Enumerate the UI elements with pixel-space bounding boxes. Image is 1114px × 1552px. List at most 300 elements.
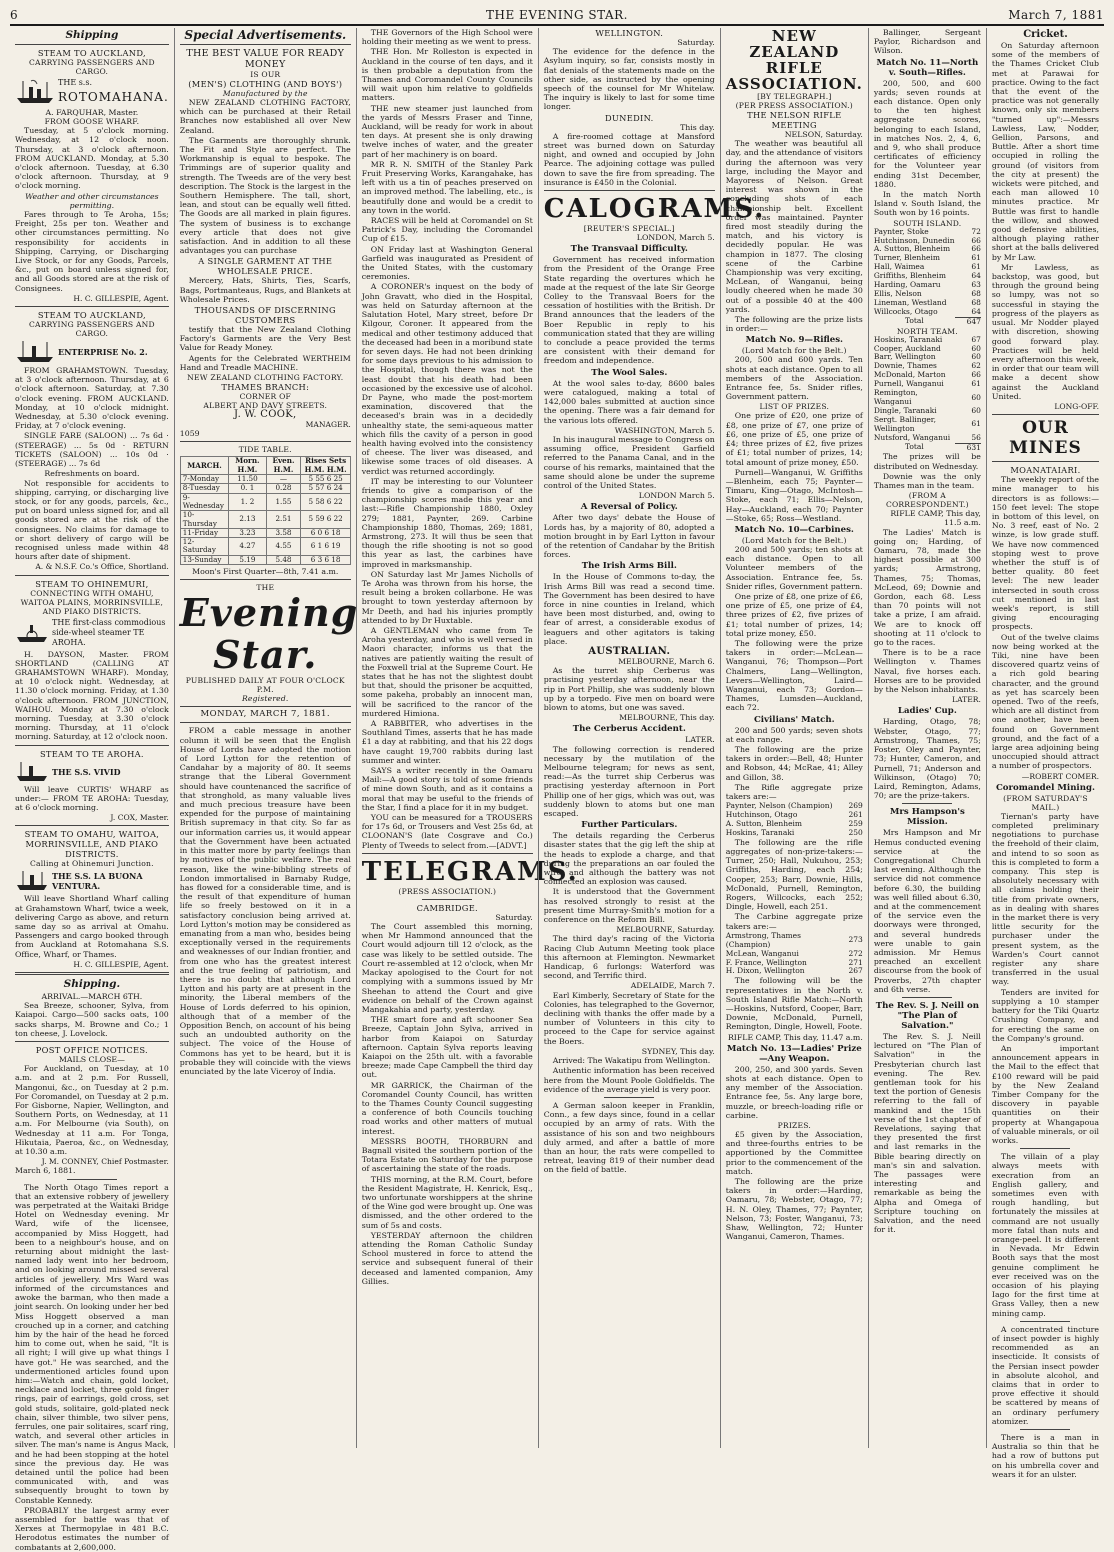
- tide-cell: 6 3 6 18: [301, 555, 350, 564]
- meeting-heading: THE NELSON RIFLE MEETING: [747, 110, 842, 130]
- news-item: A GENTLEMAN who came from Te Aroha yesterday, and who is well versed in Maori character, informs us that the natives are patiently waiting the result of the Foxwell trial at the Supreme Court. He states that he has not the slightest doubt but that, should the prisoner be acquitted, some pakeha, probably an innocent man, will be sacrificed to the rancor of the murdered Himiona.: [361, 626, 533, 718]
- ad-number: 1059: [179, 429, 200, 439]
- dateline: MELBOURNE, This day.: [619, 713, 715, 723]
- steamship-icon: [15, 761, 49, 783]
- news-item: Authentic information has been received here from the Mount Poole Goldfields. The evidence of the average yield is very poor.: [543, 1066, 715, 1094]
- masthead: [10, 8, 1104, 22]
- score-name: Hall, Waimea: [873, 262, 925, 272]
- news-item: One prize of £20, one prize of £8, one prize of £7, one prize of £6, one prize of £5, one prize of £4; three prizes of £2, five prizes of £1; total number of prizes, 14; total amount of prize money, £50.: [725, 411, 863, 467]
- ship-schedule: H. DAYSON, Master. FROM SHORTLAND (CALLING AT GRAHAMSTOWN WHARF). Monday, at 10 o'clock night. Wednesday, at 11.30 o'clock morning. Friday, at 1.30 o'clock afternoon. FROM JUNCTION, WAIHOU. Monday at 7.30 o'clock morning. Tuesday, at 3.30 o'clock morning. Thursday, at 11 o'clock morning. Saturday, at 12 o'clock noon.: [15, 649, 169, 742]
- tide-header: Morn. H.M.: [229, 457, 266, 475]
- page-number: 6: [10, 8, 19, 22]
- tide-cell: 7-Monday: [180, 475, 229, 484]
- divider: [902, 803, 952, 804]
- ship-master: A. FARQUHAR, Master.: [45, 108, 139, 117]
- tide-cell: 11.50: [229, 475, 266, 484]
- tide-row: [180, 484, 350, 493]
- dateline-place: DUNEDIN.: [604, 112, 654, 123]
- divider: [15, 306, 169, 307]
- match-heading: Match No. 11—North v. South—Rifles.: [876, 57, 979, 78]
- tide-cell: 4.55: [266, 538, 301, 556]
- ad-line: IS OUR: [250, 70, 281, 79]
- tide-cell: 12-Saturday: [180, 538, 229, 556]
- news-item: The following are the rifle aggregates of non-prize-takers:—Turner, 250; Hall, Nukuhou, 253; Griffiths, Harding, each 254; Cooper, 253; Barr, Downie, Hills, McDonald, Purnell, Remington, Rogers, Willcocks, each 252; Dingle, Howell, each 251.: [725, 837, 863, 912]
- score-name: Paynter, Nelson (Champion): [725, 801, 833, 811]
- news-item: 200, 250, and 300 yards. Seven shots at each distance. Open to any member of the Association. Entrance fee, 5s. Any large bore, muzzle, or breech-loading rifle or carbine.: [725, 1064, 863, 1120]
- steamship-icon: [15, 340, 55, 364]
- ad-title: STEAM TO OMAHU, WAITOA, MORRINSVILLE, AND PIAKO DISTRICTS.: [24, 829, 160, 860]
- score-name: A. Sutton, Blenheim: [725, 819, 803, 829]
- ship-name: ENTERPRISE No. 2.: [58, 347, 148, 358]
- news-item: Out of the twelve claims now being worked at the Tiki, nine have been discovered quartz veins of a rich gold bearing character, and the ground as yet has scarcely been opened. Two of the reefs, which are all distinct from one another, have been found on Government ground, and the fact of a large area adjoining being unoccupied should attract a number of prospectors.: [991, 632, 1099, 771]
- divider: [1020, 1429, 1070, 1430]
- dateline: LATER.: [685, 735, 715, 745]
- score-value: 56: [971, 432, 981, 442]
- score-name: Turner, Blenheim: [873, 253, 940, 263]
- news-item: The prizes will be distributed on Wednesday.: [873, 452, 981, 471]
- news-item: 200, 500 and 600 yards. Ten shots at each distance. Open to all members of the Association. Entrance fee, 5s. Snider rifles, Government pattern.: [725, 355, 863, 402]
- score-row: [874, 416, 981, 434]
- news-item: £5 given by the Association, and three-fourths entries to be apportioned by the Committee prior to the commencement of the match.: [725, 1130, 863, 1176]
- divider: [15, 575, 169, 576]
- section-heading: AUSTRALIAN.: [588, 645, 671, 657]
- score-name: H. Dixon, Wellington: [725, 966, 805, 976]
- ad-title: STEAM TO AUCKLAND,: [37, 310, 146, 321]
- column-rifle-association: [720, 28, 868, 1448]
- news-item: The details regarding the Cerberus disaster states that the gig left the ship at the heads to explode a charge, and that during the preparations an oar fouled the wire, and although the battery was not connected an explosion was caused.: [543, 831, 715, 887]
- ship-ad: [15, 870, 169, 892]
- news-item: The following correction is rendered necessary by the mutilation of the Melbourne telegram; for news as sent, read:—As the turret ship Cerberus was practising yesterday afternoon in Port Phillip one of her gigs, which was out, was suddenly blown to atoms but one man escaped.: [543, 744, 715, 819]
- registered-line: Registered.: [242, 694, 289, 704]
- tide-row: [180, 511, 350, 529]
- manager-name: J. W. COOK,: [234, 409, 297, 421]
- news-item: The villain of a play always meets with execration from an English gallery, and sometimes even with rough handling, but fortunately the missiles at command are not usually more fatal than nuts and orange-peel. It is different in Nevada. Mr Edwin Booth says that the most genuine compliment he ever received was on the occasion of his playing Iago for the first time at Grass Valley, then a new mining camp.: [991, 1152, 1099, 1318]
- telegraph-note: [BY TELEGRAPH.]: [757, 92, 832, 101]
- news-item: THE Hon. Mr Rolleston is expected in Auckland in the course of ten days, and it is then probable a deputation from the Thames and Coromandel County Councils will wait upon him relative to goldfields matters.: [361, 47, 533, 103]
- news-heading: The Cerberus Accident.: [572, 724, 686, 735]
- divider: [1020, 1321, 1070, 1322]
- news-heading: The Wool Sales.: [591, 367, 668, 378]
- tide-header: Rises Sets H.M. H.M.: [301, 457, 350, 475]
- score-row: [726, 932, 863, 950]
- score-name: Dingle, Taranaki: [873, 405, 937, 415]
- score-name: Cooper, Auckland: [873, 343, 941, 353]
- post-office-date: March 6, 1881.: [15, 1166, 76, 1176]
- arrival-heading: ARRIVAL.—MARCH 6TH.: [41, 992, 143, 1001]
- ad-body: testify that the New Zealand Clothing Factory's Garments are the Very Best Value for Ready Money.: [179, 325, 351, 353]
- tide-cell: 9-Wednesday: [180, 493, 229, 511]
- agent-signature: H. C. GILLESPIE, Agent.: [73, 293, 169, 303]
- ad-line: ALBERT AND DAVY STREETS.: [203, 401, 328, 411]
- score-value: 250: [848, 827, 863, 837]
- ad-line: THAMES BRANCH:: [221, 382, 310, 393]
- score-row: [726, 829, 863, 838]
- divider: [180, 441, 351, 442]
- score-value: 60: [971, 392, 981, 402]
- match-heading: Match No. 10—Carbines.: [734, 524, 854, 535]
- score-value: 61: [971, 379, 981, 389]
- telegrams-heading: TELEGRAMS.: [361, 856, 579, 887]
- post-office-heading: POST OFFICE NOTICES.: [35, 1045, 148, 1056]
- news-item: The Court assembled this morning, when Mr Hammond announced that the Court would adjourn till 12 o'clock, as the case was likely to be settled outside. The Court re-assembled at 12 o'clock, when Mr Mackay apologised to the Court for not complying with a summons issued by Mr Sheehan to attend the Court and give evidence on behalf of the Crown against Mangakahia and party, yesterday.: [361, 922, 533, 1014]
- calograms-heading: CALOGRAMS.: [543, 194, 766, 225]
- score-value: 261: [848, 810, 863, 820]
- moon-phase: Moon's First Quarter—8th, 7.41 a.m.: [192, 567, 339, 577]
- score-value: 269: [848, 801, 863, 811]
- ad-title: STEAM TO AUCKLAND,: [37, 48, 146, 58]
- score-value: 271: [848, 957, 863, 967]
- dateline: LATER.: [952, 695, 981, 705]
- source-note: (FROM SATURDAY'S MAIL.): [1003, 793, 1088, 812]
- news-item: The following were the prize takers in order:—McLean—Wanganui, 76; Thompson—Port Chalmers, Lang—Wellington, Levers—Wellington, Laird—Wanganui, each 73; Gordon—Thames, Lumsden—Auckland, each 72.: [725, 638, 863, 713]
- news-item: In the House of Commons to-day, the Irish Arms Bill was read a second time. The Government has been desired to have force in nine counties in Ireland, which have been most disturbed, and, owing to fear of arrest, a considerable exodus of leaguers and other agitators is taking place.: [543, 572, 715, 646]
- divider: [422, 899, 472, 900]
- correspondent-note: (FROM A CORRESPONDENT.): [885, 491, 969, 510]
- dateline: ADELAIDE, March 7.: [630, 981, 715, 991]
- rifle-aggregate-table: [726, 802, 863, 838]
- score-value: 61: [971, 419, 981, 429]
- news-item: THE new steamer just launched from the yards of Messrs Fraser and Tinne, Auckland, will be ready for work in about ten days. At present she is only drawing twelve inches of water, and the greater part of her machinery is on board.: [361, 103, 533, 159]
- match-subheading: (Lord Match for the Belt.): [741, 346, 847, 356]
- ship-from: FROM GOOSE WHARF.: [44, 117, 140, 127]
- news-item: In the match North Island v. South Island, the South won by 16 points.: [873, 190, 981, 218]
- news-item: 200 and 500 yards; seven shots at each range.: [725, 725, 863, 744]
- ad-line: Manufactured by the: [222, 89, 308, 98]
- news-item: The evidence for the defence in the Asylum inquiry, so far, consists mostly in flat denials of the statements made on the other side, as instructed by the opening speech of the counsel for Mr Whitelaw. The inquiry is likely to last for some time longer.: [543, 47, 715, 112]
- news-item: Ballinger, Sergeant Paylor, Richardson and Wilson.: [873, 28, 981, 56]
- news-item: A CORONER's inquest on the body of John Gravatt, who died in the Hospital, was held on Saturday afternoon at the Salutation Hotel, Mary street, before Dr Kilgour, Coroner. It appeared from the medical and other testimony adduced that the deceased had been in a moribund state for seven days. He had not been drinking for some days previous to his admission to the Hospital, though there was not the least doubt that his death had been occasioned by the excessive use of alcohol. Dr Payne, who made the post-mortem examination, discovered that the deceased's brain was in a decidedly unhealthy state, the semi-aqueous matter which fills the cavity of a person in good health having evolved into the consistency of cheese. The liver was diseased, and likewise some traces of old diseases. A verdict was returned accordingly.: [361, 282, 533, 476]
- news-item: There is a man in Australia so thin that he had a row of buttons put on his umbrella cover and wears it for an ulster.: [991, 1433, 1099, 1479]
- dateline-day: This day.: [680, 122, 715, 132]
- news-item: Arrived: The Wakatipu from Wellington.: [552, 1056, 711, 1066]
- news-item: In his inaugural message to Congress on assuming office, President Garfield referred to the Panama Canal, and in the course of his remarks, maintained that the same should alone be under the supreme control of the United States.: [543, 434, 715, 490]
- carbine-aggregate-table: [726, 932, 863, 977]
- ad-subtitle: CARRYING PASSENGERS AND CARGO.: [29, 58, 155, 76]
- ad-body: Mercery, Hats, Shirts, Ties, Scarfs, Bags, Portmanteaus, Rugs, and Blankets at Wholesale Prices.: [179, 276, 351, 304]
- ship-prefix: THE s.s.: [58, 78, 92, 87]
- news-item: At the wool sales to-day, 8600 bales were catalogued, making a total of 142,000 bales submitted at auction since the opening. There was a fair demand for the various lots offered.: [543, 378, 715, 425]
- match-heading: Match No. 9—Rifles.: [745, 335, 844, 346]
- news-item: One prize of £8, one prize of £6, one prize of £5, one prize of £4, three prizes of £2, five prizes of £1; total number of prizes, 14; total prize money, £50.: [725, 591, 863, 638]
- score-value: 66: [971, 370, 981, 380]
- score-name: Hoskins, Taranaki: [725, 827, 795, 837]
- score-name: Hoskins, Taranaki: [873, 334, 943, 344]
- postmaster-signature: J. M. CONNEY, Chief Postmaster.: [41, 1157, 169, 1167]
- score-value: 60: [971, 405, 981, 415]
- score-name: McLean, Wanganui: [725, 948, 799, 958]
- news-item: The following are the prize takers in order:—Harding, Oamaru, 78; Webster, Otago, 77; H. N. Oley, Thames, 77; Paynter, Nelson, 73; Foster, Wanganui, 73; Shaw, Wellington, 72; Hunter Wanganui, Cameron, Thames.: [725, 1177, 863, 1242]
- liability-note: Not responsible for accidents to shipping, carrying, or discharging live stock, or for any goods, parcels, &c., put on board unless signed for, and all goods stored are at the risk of the consignees. No claims for damage to or short delivery of cargo will be recognised unless made within 48 hours after date of shipment.: [15, 478, 169, 562]
- tide-cell: 1. 2: [229, 493, 266, 511]
- tide-header: Even. H.M.: [266, 457, 301, 475]
- mine-name: MOANATAIARI.: [1010, 465, 1081, 476]
- divider: [604, 1097, 654, 1098]
- news-item: A RABBITER, who advertises in the Southland Times, asserts that he has made £1 a day at rabbiting, and that his 22 dogs have caught 19,700 rabbits during last summer and winter.: [361, 719, 533, 765]
- total-value: 647: [955, 317, 981, 326]
- ad-subtitle: CARRYING PASSENGERS AND CARGO.: [29, 320, 155, 339]
- dateline: LONDON March 5.: [638, 491, 715, 501]
- divider: [992, 461, 1099, 462]
- ship-name: THE S.S. LA BUONA VENTURA.: [52, 871, 143, 892]
- score-value: 63: [971, 280, 981, 290]
- score-name: Willcocks, Otago: [873, 307, 938, 317]
- dateline: NELSON, Saturday.: [784, 130, 863, 139]
- tide-table: [180, 456, 351, 565]
- column-cricket-mines: [986, 28, 1104, 1479]
- score-name: Lineman, Westland: [873, 297, 947, 307]
- news-item: Mr Lawless, as backstop, was good, but through the ground being so lumpy, was not so successful in staying the progress of the players as usual. Mr Nodder played with discretion, showing good forward play. Practices will be held every afternoon this week, in order that our team will make a decent show against the Auckland United.: [991, 262, 1099, 401]
- news-item: A concentrated tincture of insect powder is highly recommended as an insecticide. It consists of the Persian insect powder in absolute alcohol, and claims that in order to prove effective it should be scattered by means of an ordinary perfumery atomizer.: [991, 1324, 1099, 1426]
- tide-cell: 5.19: [229, 555, 266, 564]
- news-heading: Further Particulars.: [581, 820, 678, 831]
- divider: [67, 1179, 117, 1180]
- dateline: MELBOURNE, Saturday.: [616, 925, 715, 935]
- tide-cell: 11-Friday: [180, 528, 229, 537]
- tide-cell: 2.13: [229, 511, 266, 529]
- tide-cell: 1.55: [266, 493, 301, 511]
- column-rifle-results: [868, 28, 986, 1448]
- tide-row: [180, 538, 350, 556]
- masthead-title: THE EVENING STAR.: [486, 8, 628, 22]
- ship-ad: [15, 78, 169, 106]
- divider: [992, 414, 1099, 415]
- score-row: [874, 389, 981, 407]
- tide-cell: 5 58 6 22: [301, 493, 350, 511]
- steamship-icon: [15, 79, 55, 105]
- score-name: Barr, Wellington: [873, 352, 936, 362]
- news-item: MESSRS BOOTH, THORBURN and Bagnall visited the southern portion of the Totara Estate on Saturday for the purpose of ascertaining the state of the roads.: [361, 1136, 533, 1174]
- match-heading: Match No. 13—Ladies' Prize—Any Weapon.: [726, 1043, 862, 1064]
- news-item: Tiernan's party have completed preliminary negotiations to purchase the freehold of their claim, and intend to so soon as this is completed to form a company. This step is absolutely necessary with all claims holding their title from private owners, as in dealing with shares in the market there is very little security for the purchaser under the present system, as the Warden's Court cannot register any share transferred in the usual way.: [991, 811, 1099, 987]
- tide-cell: 4.27: [229, 538, 266, 556]
- news-heading: Cricket.: [1023, 29, 1068, 40]
- score-value: 66: [971, 235, 981, 245]
- paddle-steamer-icon: [15, 622, 49, 644]
- divider: [15, 44, 169, 45]
- ad-body: NEW ZEALAND CLOTHING FACTORY, which can be purchased at their Retail Branches now established all over New Zealand.: [179, 98, 351, 135]
- tide-cell: 0. 1: [229, 484, 266, 493]
- news-item: YOU can be measured for a TROUSERS for 17s 6d, or Trousers and Vest 25s 6d, at CLOONAN'S (late Cosgrave and Co.) Plenty of Tweeds to select from.—[ADVT.]: [361, 813, 533, 850]
- ship-master: J. COX, Master.: [110, 813, 169, 823]
- news-item: After two days' debate the House of Lords has, by a majority of 80, adopted a motion brought in by Earl Lytton in favour of the retention of Candahar by the British forces.: [543, 513, 715, 560]
- divider: [180, 706, 351, 707]
- prizes-label: LIST OF PRIZES.: [759, 402, 830, 412]
- score-row: [726, 967, 863, 976]
- score-value: 67: [971, 334, 981, 344]
- nameplate-the: THE: [256, 583, 275, 593]
- columns: [10, 27, 1104, 1552]
- score-value: 61: [971, 253, 981, 263]
- score-name: Ellis, Nelson: [873, 289, 922, 298]
- ship-ad: [15, 618, 169, 648]
- total-value: 631: [955, 443, 981, 452]
- north-team-table: [874, 336, 981, 453]
- dateline-day: Saturday.: [677, 38, 715, 47]
- divider: [15, 1041, 169, 1042]
- divider: [15, 825, 169, 826]
- news-item: The North Otago Times report a that an extensive robbery of jewellery was perpetrated at the Waitaki Bridge Hotel on Wednesday evening. Mr Ward, wife of the licensee, accompanied by Miss Hoggett, had been to a neighbour's house, and on returning about midnight the last-named lady went into her bedroom, and on looking around missed several articles of jewellery. Mrs Ward was informed of the circumstances and awoke the barman, who then made a joint search. On looking under her bed Miss Hoggett observed a man crouched up in a corner, and catching him by the hair of the head he forced him to come out, when he said, "It is all right; I will give up what things I have got." He was searched, and the undermentioned articles found upon him:—Watch and chain, gold locket, necklace and locket, three gold finger rings, pair of earrings, gold cross, set gold studs, solitaire, gold-plated neck chain, silver thimble, two silver pens, ferrules, one pair solitaires, scarf ring, watch, and several other articles in silver. The man's name is Angus Mack, and he had been stopping at the hotel since the previous day. He was detained until the police had been communicated with, and was subsequently brought to town by Constable Kennedy.: [15, 1182, 169, 1505]
- calograms-source: [REUTER'S SPECIAL.]: [583, 224, 675, 234]
- news-heading: The Rev. S. J. Neill on "The Plan of Salvation.": [875, 1000, 979, 1031]
- tide-cell: —: [266, 475, 301, 484]
- team-heading: NORTH TEAM.: [896, 326, 958, 336]
- steamship-icon: [15, 870, 49, 892]
- news-item: MR GARRICK, the Chairman of the Coromandel County Council, has written to the Thames County Council suggesting a conference of both Councils touching road works and other matters of mutual interest.: [361, 1080, 533, 1136]
- total-label: Total: [904, 442, 924, 452]
- ad-line: CORNER OF: [239, 392, 291, 402]
- ad-headline: THE BEST VALUE FOR READY MONEY: [186, 48, 345, 70]
- ship-schedule: FROM GRAHAMSTOWN. Tuesday, at 3 o'clock afternoon. Thursday, at 6 o'clock afternoon. Saturday, at 7.30 o'clock evening. FROM AUCKLAND. Monday, at 10 o'clock midnight. Wednesday, at 5.30 o'clock evening. Friday, at 7 o'clock evening.: [15, 366, 169, 431]
- news-item: Tenders are invited for supplying a 10 stamper battery for the Tiki Quartz Crushing Company, and for erecting the same on the Company's ground.: [991, 987, 1099, 1043]
- tide-row: [180, 528, 350, 537]
- score-value: 60: [971, 352, 981, 362]
- ad-headline: THOUSANDS OF DISCERNING CUSTOMERS: [194, 305, 336, 326]
- score-value: 61: [971, 262, 981, 272]
- issue-date: MONDAY, MARCH 7, 1881.: [200, 709, 331, 720]
- news-item: ON Saturday last Mr James Nicholls of Te Aroha was thrown from his horse, the result being a broken collarbone. He was brought to town yesterday afternoon by Mr Deeth, and had his injuries promptly attended to by Dr Huxtable.: [361, 569, 533, 625]
- score-value: 72: [971, 226, 981, 236]
- post-office-subheading: MAILS CLOSE—: [58, 1055, 125, 1065]
- author-signature: LONG-OFF.: [1054, 401, 1099, 411]
- score-name: Harding, Oamaru: [873, 280, 941, 290]
- news-item: The weather was beautiful all day, and the attendance of visitors during the afternoon was very large, including the Mayor and Mayoress of Nelson. Great interest was shown in the concluding shots of each championship belt. Excellent order was maintained. Paynter fired most steadily during the match, and his victory is decidedly popular. He was champion in 1877. The closing scene of the Carbine Championship was very exciting, McLean, of Wanganui, being loudly cheered when he made 30 out of a possible 40 at the 400 yards.: [725, 139, 863, 314]
- news-item: THIS morning, at the R.M. Court, before the Resident Magistrate, H. Kenrick, Esq., two unfortunate worshippers at the shrine of the Wine god were brought up. One was dismissed, and the other ordered to the sum of 5s and costs.: [361, 1174, 533, 1230]
- news-item: There is to be a race Wellington v. Thames Naval, five horses each. Horses are to be provided by the Nelson inhabitants.: [873, 648, 981, 695]
- divider: [1020, 1148, 1070, 1149]
- news-item: A German saloon keeper in Franklin, Conn., a few days since, found in a cellar occupied by an army of rats. With the assistance of his son and two neighbours duly armed, and after a battle of more than an hour, the rats were compelled to retreat, leaving 819 of their number dead on the field of battle.: [543, 1100, 715, 1175]
- tide-table-title: TIDE TABLE.: [238, 445, 292, 455]
- score-value: 68: [971, 297, 981, 307]
- score-name: Nutsford, Wanganui: [873, 432, 951, 442]
- ship-desc: THE first-class commodious side-wheel steamer TE AROHA.: [52, 617, 166, 647]
- score-name: Remington, Wanganui: [873, 388, 918, 406]
- fares-note: Fares through to Te Aroha, 15s; Freight, 25s per ton. Weather and other circumstances permitting. No responsibility for accidents in Shipping, Carrying, or Discharging Live Stock, or for any Goods, Parcels, &c., put on board unless signed for, and all Goods stored are at the risk of Consignees.: [15, 210, 169, 293]
- news-item: As the turret ship Cerberus was practising yesterday afternoon, near the rip in Port Phillip, she was suddenly blown up by a torpedo. Five men on board were blown to atoms, but one was saved.: [543, 666, 715, 712]
- news-item: The following are the prize takers in order:—Bell, 48; Hunter and Robson, 44; McRae, 41; Alley and Gillon, 38.: [725, 744, 863, 782]
- shipping-heading: Shipping: [65, 29, 119, 41]
- divider: [15, 745, 169, 746]
- news-item: The Carbine aggregate prize takers are:—: [725, 912, 863, 931]
- column-shipping: [10, 28, 174, 1552]
- news-heading: Coromandel Mining.: [995, 782, 1095, 793]
- press-note: (PER PRESS ASSOCIATION.): [735, 101, 853, 110]
- agent-signature: H. C. GILLESPIE, Agent.: [73, 959, 169, 969]
- dateline-day: Saturday.: [495, 912, 533, 922]
- ship-name: ROTOMAHANA.: [58, 90, 169, 104]
- score-value: 273: [848, 935, 863, 945]
- ad-line: NEW ZEALAND CLOTHING FACTORY.: [187, 373, 344, 383]
- news-item: Mrs Hampson and Mr Hemus conducted evening service at the Congregational Church last evening. Although the service did not commence before 6.30, the building was well filled about 6.30, and at the commencement of the service even the doorways were thronged, and several hundreds were unable to gain admission. Mr Hemus preached an excellent discourse from the book of Proverbs, 27th chapter and 6th verse.: [873, 828, 981, 994]
- news-item: IT may be interesting to our Volunteer friends to give a comparison of the championship scores made this year and last:—Rifle Championship 1880, Oxley 279; 1881, Paynter, 269. Carbine Championship 1880, Thomas, 269; 1881, Armstrong, 273. It will thus be seen that though the rifle shooting is not so good this year as last, the carbines have improved in marksmanship.: [361, 476, 533, 569]
- tide-cell: 3.58: [266, 528, 301, 537]
- dateline: RIFLE CAMP, This day, 11.5 a.m.: [890, 509, 981, 528]
- news-item: A fire-roomed cottage at Mansford street was burned down on Saturday night, and owned and occupied by John Pearce. The adjoining cottage was pulled down to save the fire from spreading. The insurance is £450 in the Colonial.: [543, 131, 715, 187]
- tide-cell: 0.28: [266, 484, 301, 493]
- score-value: 259: [848, 819, 863, 829]
- dateline: RIFLE CAMP, This day, 11.47 a.m.: [727, 1032, 863, 1042]
- news-heading: The Transvaal Difficulty.: [570, 244, 688, 255]
- prizes-label: PRIZES.: [777, 1121, 811, 1131]
- weather-note: Weather and other circumstances permitting.: [25, 191, 159, 210]
- match-subheading: (Lord Match for the Belt.): [741, 535, 847, 545]
- masthead-date: March 7, 1881: [1008, 8, 1104, 22]
- ship-schedule: Will leave Shortland Wharf calling at Grahamstown Wharf, twice a week, delivering Cargo as above, and return same day so as arrival at Omahu. Passengers and cargo booked through from Auckland at Rotomahana S.S. Office, Wharf, or Thames.: [15, 894, 169, 959]
- tide-cell: 6 0 6 18: [301, 528, 350, 537]
- tide-cell: 3.23: [229, 528, 266, 537]
- arrival-body: Sea Breeze, schooner, Sylva, from Kaiapoi. Cargo—500 sacks oats, 100 sacks sharps, M. Browne and Co.; 1 ton cheese, J. Lovelock.: [15, 1001, 169, 1038]
- tide-cell: 8-Tuesday: [180, 484, 229, 493]
- score-value: 66: [971, 244, 981, 254]
- ship-ad: [15, 761, 169, 783]
- score-name: Downie, Thames: [873, 361, 937, 371]
- tide-cell: 13-Sunday: [180, 555, 229, 564]
- news-item: Purnell—Wanganui, W. Griffiths—Blenheim, each 75; Paynter—Timaru, King—Otago, McIntosh—Stoke, each 71; Ellis—Nelson, Hay—Auckland, each 70; Paynter—Stoke, 65; Ross—Westland.: [725, 467, 863, 523]
- ad-headline: (MEN'S) CLOTHING (AND BOYS'): [188, 79, 343, 89]
- dateline: LONDON, March 5.: [636, 233, 715, 243]
- dateline-place: CAMBRIDGE.: [416, 902, 478, 913]
- news-item: The following are the prize lists in order:—: [725, 315, 863, 334]
- score-value: 64: [971, 271, 981, 281]
- tide-header: MARCH.: [180, 457, 229, 475]
- news-item: It is understood that the Government has resolved strongly to resist at the present time Murray-Smith's motion for a conference on the Reform Bill.: [543, 887, 715, 925]
- score-value: 267: [848, 966, 863, 976]
- news-item: Earl Kimberly, Secretary of State for the Colonies, has telegraphed to the Governor, declining with thanks the offer made by a number of Volunteers in this city to proceed to the Cape for service against the Boers.: [543, 990, 715, 1046]
- news-item: Downie was the only Thames man in the team.: [873, 471, 981, 491]
- divider: [544, 190, 715, 191]
- dateline: WASHINGTON, March 5.: [614, 425, 715, 435]
- score-value: 64: [971, 306, 981, 316]
- dateline-place: WELLINGTON.: [595, 28, 664, 38]
- news-heading: Mrs Hampson's Mission.: [889, 807, 965, 828]
- score-name: F. France, Wellington: [725, 957, 807, 967]
- news-heading: Ladies' Cup.: [897, 706, 957, 717]
- manager-title: MANAGER.: [305, 420, 351, 430]
- news-item: Harding, Otago, 78; Webster, Otago, 77; Armstrong, Thames, 75; Foster, Oley and Paynter, 73; Hunter, Cameron, and Purnell, 71; Anderson and Wilkinson, (Otago) 70; Laird, Remington, Adams, 70; are the prize-takers.: [873, 717, 981, 801]
- news-item: The Rifle aggregate prize takers are:—: [725, 782, 863, 801]
- shipping-news-heading: Shipping.: [63, 978, 121, 990]
- tide-cell: 5 57 6 24: [301, 484, 350, 493]
- ship-ad: [15, 340, 169, 364]
- news-item: MR R. N. SMITH of the Stanley Park Fruit Preserving Works, Karangahake, has left with us a tin of peaches preserved on an improved method. The labelling, etc., is beautifully done and would be a credit to any town in the world.: [361, 159, 533, 215]
- total-row: [874, 317, 981, 326]
- news-item: An important announcement appears in the Mail to the effect that £100 reward will be paid by the New Zealand Timber Company for the discovery in payable quantities on their property at Whangapoua of valuable minerals, or oil works.: [991, 1043, 1099, 1145]
- leading-article: FROM a cable message in another column it will be seen that the English House of Lords have adopted the motion of Lord Lytton for the retention of Candahar by a majority of 80. It seems strange that the Liberal Government should have countenanced the sacrifice of that stronghold, as many valuable lives and much precious treasure have been expended for the purpose of maintaining British supremacy in that city. So far as our information carries us, it would appear that the Government have been actuated in this matter more by party feelings than by motives of the public welfare. The real reason, like the wine-bibbling streets of London immortalised in Barnaby Rudge, has flowed for a considerable time, and is the result of that expenditure of human life so freely bestowed on it in a satisfactory conclusion being arrived at. Lord Lytton's motion may be considered as emanating from a man who, besides being exceptionally versed in the requirements and weaknesses of our Indian frontier, and from one who has the greatest interest and the true feeling of patriotism, and there is no doubt that although Lord Lytton and his party are at present in the minority, the Liberal members of the House of Lords deferred to his opinion, although that of a member of the Opposition Bench, on account of his being such an undoubted authority on the subject. The voice of the House of Commons has yet to be heard, but it is probable they will coincide with the views enunciated by the late Viceroy of India.: [179, 726, 351, 1076]
- score-row: [874, 434, 981, 443]
- divider: [180, 579, 351, 580]
- match-heading: Civilians' Match.: [753, 714, 835, 725]
- news-item: On Saturday afternoon some of the members of the Thames Cricket Club met at Parawai for practice. Owing to the fact that the event of the practice was not generally known, only six members "turned up":—Messrs Lawless, Law, Nodder, Gellion, Parsons, and Buttle. After a short time occupied in rolling the ground (of visitors from the city at present) the wickets were pitched, and each man allowed 10 minutes practice. Mr Buttle was first to handle the willow, and showed good defensive abilities, although playing rather short at the balls delivered by Mr Law.: [991, 41, 1099, 262]
- score-name: Paynter, Stoke: [873, 226, 929, 236]
- news-item: 200, 500, and 600 yards; seven rounds at each distance. Open only to the ten highest aggregate scores, belonging to each Island, in matches Nos. 2, 4, 6, and 9, who shall produce certificates of efficiency for the Volunteer year ending 31st December, 1880.: [873, 78, 981, 189]
- news-item: YESTERDAY afternoon the children attending the Roman Catholic Sunday School mustered in force to attend the service and subsequent funeral of their deceased and lamented companion, Amy Gillies.: [361, 1230, 533, 1286]
- tide-cell: 5.48: [266, 555, 301, 564]
- agent-signature: A. & N.S.F. Co.'s Office, Shortland.: [35, 562, 169, 572]
- post-office-body: For Auckland, on Tuesday, at 10 a.m. and at 2 p.m. For Russell, Mangonui, &c., on Tuesday at 2 p.m. For Coromandel, on Tuesday at 2 p.m. For Gisborne, Napier, Wellington, and Southern Ports, on Wednesday, at 11 a.m. For Melbourne (via South), on Wednesday at 11 a.m. For Tonga, Hikutaia, Paeroa, &c., on Wednesday, at 10.30 a.m.: [15, 1064, 169, 1157]
- ship-schedule: Will leave CURTIS' WHARF as under:— FROM TE AROHA: Tuesday, at 6 o'clock morning.: [15, 784, 169, 812]
- mines-heading: OUR MINES: [1009, 418, 1082, 459]
- news-item: THE Governors of the High School were holding their meeting as we went to press.: [361, 28, 533, 47]
- score-name: Hutchinson, Otago: [725, 810, 798, 820]
- tide-cell: 10-Thursday: [180, 511, 229, 529]
- ad-title: STEAM TO TE AROHA.: [39, 748, 144, 759]
- ad-body: Agents for the Celebrated WERTHEIM Hand and Treadle MACHINE.: [179, 353, 351, 372]
- published-line: PUBLISHED DAILY AT FOUR O'CLOCK P.M.: [185, 676, 345, 695]
- score-name: Sergt. Ballinger, Wellington: [873, 414, 936, 433]
- tide-cell: 5 55 6 25: [301, 475, 350, 484]
- ad-subtitle: CONNECTING WITH OMAHU, WAITOA PLAINS, MORRINSVILLE, AND PIAKO DISTRICTS.: [20, 588, 164, 616]
- score-name: Purnell, Wanganui: [873, 379, 944, 389]
- ad-subtitle: Calling at Ohinemuri Junction.: [30, 859, 154, 869]
